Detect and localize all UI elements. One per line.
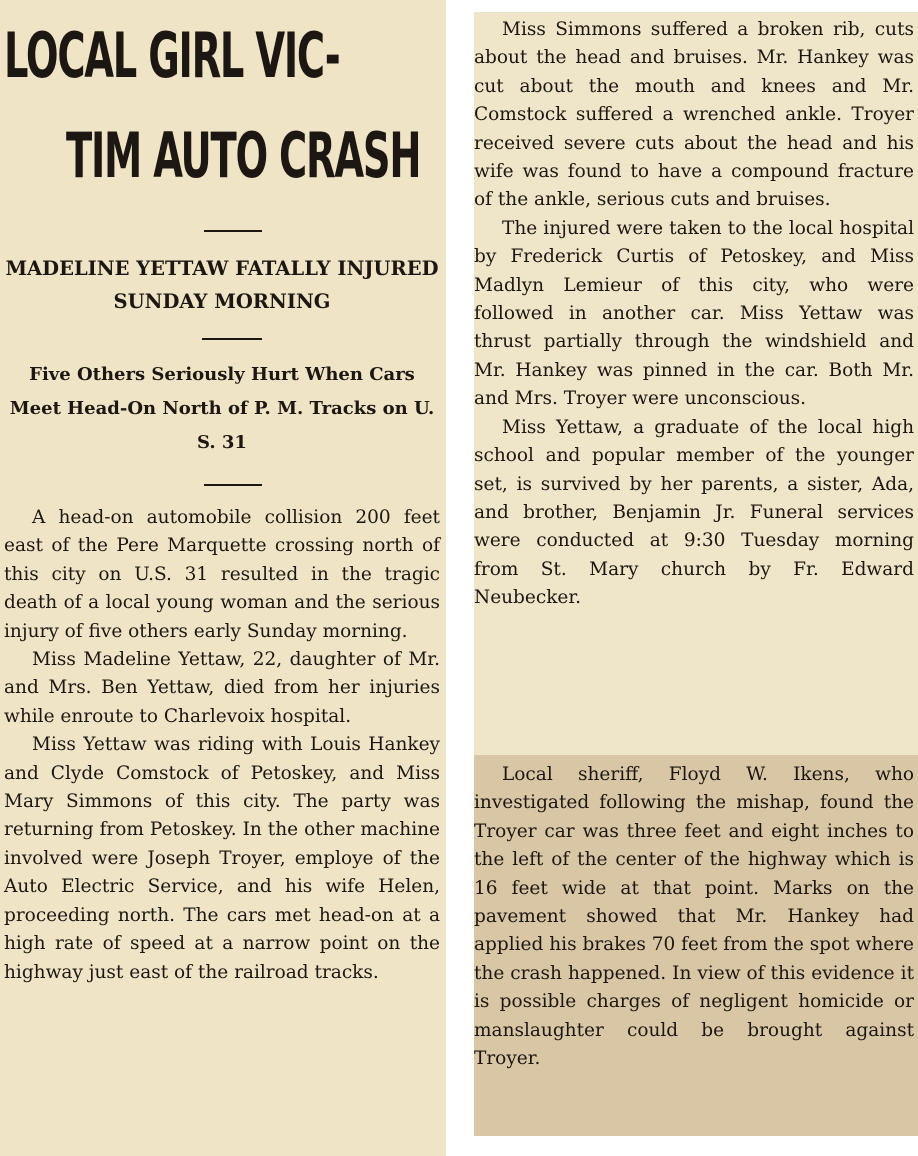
- headline-line-1: LOCAL GIRL VIC-: [4, 19, 340, 92]
- article-paragraph: Miss Madeline Yettaw, 22, daughter of Mr. and Mrs. Ben Yettaw, died from her injuries while enroute to Charlevoix hospital.: [4, 649, 440, 727]
- article-paragraph: The injured were taken to the local hospital by Frederick Curtis of Petoskey, and Miss Madlyn Lemieur of this city, who were followed in another car. Miss Yettaw was thrust partially through the windshield and Mr. Hankey was pinned in the car. Both Mr. and Mrs. Troyer were unconscious.: [474, 217, 914, 410]
- divider-rule: [202, 338, 262, 340]
- divider-rule: [204, 230, 262, 232]
- headline-line-2: TIM AUTO CRASH: [66, 119, 421, 192]
- article-paragraph: Miss Yettaw was riding with Louis Hankey and Clyde Comstock of Petoskey, and Miss Mary Simmons of this city. The party was returning from Petoskey. In the other machine involved were Joseph Troyer, employe of the Auto Electric Service, and his wife Helen, proceeding north. The cars met head-on at a high rate of speed at a narrow point on the highway just east of the railroad tracks.: [4, 734, 440, 983]
- divider-rule: [204, 484, 262, 486]
- article-paragraph: Local sheriff, Floyd W. Ikens, who investigated following the mishap, found the Troyer car was three feet and eight inches to the left of the center of the highway which is 16 feet wide at that point. Marks on the pavement showed that Mr. Hankey had applied his brakes 70 feet from the spot where the crash happened. In view of this evidence it is possible charges of negligent homicide or manslaughter could be brought against Troyer.: [474, 764, 914, 1070]
- left-article-body: [4, 504, 440, 987]
- article-paragraph: Miss Yettaw, a graduate of the local high school and popular member of the younger set, is survived by her parents, a sister, Ada, and brother, Benjamin Jr. Funeral services were conducted at 9:30 Tuesday morning from St. Mary church by Fr. Edward Neubecker.: [474, 416, 914, 609]
- secondary-deck: Five Others Seriously Hurt When Cars Meet Head-On North of P. M. Tracks on U. S. 31: [9, 364, 435, 453]
- right-article-body: [474, 16, 914, 613]
- article-paragraph: A head-on automobile collision 200 feet east of the Pere Marquette crossing north of this city on U.S. 31 resulted in the tragic death of a local young woman and the serious injury of five others early Sunday morning.: [4, 507, 440, 642]
- subheadline-deck: MADELINE YETTAW FATALLY INJURED SUNDAY MORNING: [5, 257, 439, 313]
- article-paragraph: Miss Simmons suffered a broken rib, cuts about the head and bruises. Mr. Hankey was cut about the mouth and knees and Mr. Comstock suffered a wrenched ankle. Troyer received severe cuts about the head and his wife was found to have a compound fracture of the ankle, serious cuts and bruises.: [474, 19, 914, 211]
- right-bottom-article-body: [474, 761, 914, 1073]
